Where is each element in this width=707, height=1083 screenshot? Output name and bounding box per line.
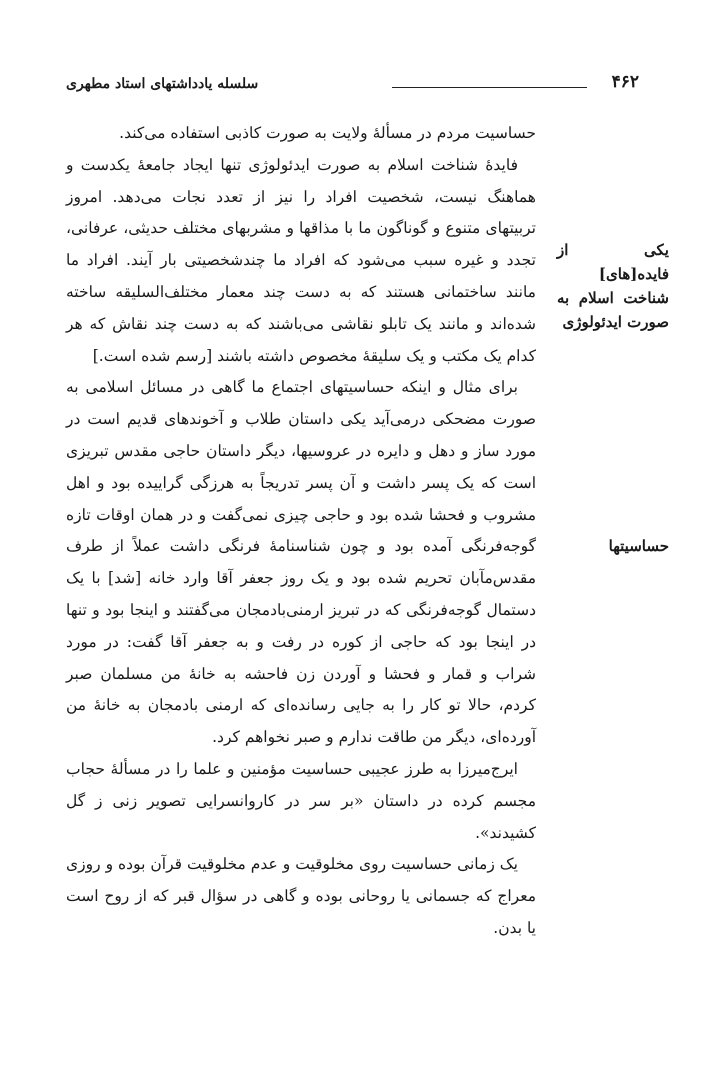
paragraph: حساسیت مردم در مسألهٔ ولایت به صورت کاذبی استفاده می‌کند.	[119, 124, 536, 142]
paragraph: برای مثال و اینکه حساسیتهای اجتماع ما گاهی در مسائل اسلامی به صورت مضحکی درمی‌آید یکی داستان طلاب و آخوندهای قدیم است در مورد ساز و دهل و دایره در عروسیها، دیگر داستان حاجی مقدس تبریزی است که یک پسر داشت و آن پسر تدریجاً به هرزگی گراییده بود و اهل مشروب و فحشا شده بود و حاجی چیزی نمی‌گفت و در همان اوقات تازه گوجه‌فرنگی آمده بود و چون شناسنامهٔ فرنگی داشت عملاً از طرف مقدس‌مآبان تحریم شده بود و یک روز جعفر آقا وارد خانه [شد] با یک دستمال گوجه‌فرنگی که در تبریز ارمنی‌بادمجان می‌گفتند و اینجا بود و تنها در اینجا بود که حاجی از کوره در رفت و به جعفر آقا گفت: در مورد شراب و قمار و فحشا و آوردن زن فاحشه به خانهٔ من مسلمان صبر کردم، حالا تو کار را به جایی رسانده‌ای که ارمنی بادمجان به خانهٔ من آورده‌ای، دیگر من طاقت ندارم و صبر نخواهم کرد.	[66, 378, 536, 747]
margin-note-ideology: یکی از فایده[های] شناخت اسلام به صورت ایدئولوژی	[557, 241, 669, 331]
paragraph: ایرج‌میرزا به طرز عجیبی حساسیت مؤمنین و علما را در مسألهٔ حجاب مجسم کرده در داستان «بر سر در کاروانسرایی تصویر زنی ز گل کشیدند».	[66, 759, 536, 842]
page-number: ۴۶۲	[611, 72, 639, 92]
series-title: سلسله یادداشتهای استاد مطهری	[66, 76, 259, 92]
header-rule	[392, 87, 587, 88]
margin-note-sensitivities: حساسیتها	[608, 537, 669, 555]
body-text	[66, 118, 536, 945]
running-header	[66, 62, 639, 102]
paragraph: یک زمانی حساسیت روی مخلوقیت و عدم مخلوقیت قرآن بوده و روزی معراج که جسمانی یا روحانی بوده و گاهی در سؤال قبر که از روح است یا بدن.	[66, 855, 536, 937]
paragraph: فایدهٔ شناخت اسلام به صورت ایدئولوژی تنها ایجاد جامعهٔ یکدست و هماهنگ نیست، شخصیت افراد را نیز از تعدد نجات می‌دهد. امروز تربیتهای متنوع و گوناگون ما با مذاقها و مشربهای مختلف حدیثی، عرفانی، تجدد و غیره سبب می‌شود که افراد ما چندشخصیتی بار آیند. افراد ما مانند ساختمانی هستند که به دست چند معمار مختلف‌السلیقه ساخته شده‌اند و مانند یک تابلو نقاشی می‌باشند که به دست چند نقاش که هر کدام یک مکتب و یک سلیقهٔ مخصوص داشته باشند [رسم شده است.]	[66, 155, 536, 365]
